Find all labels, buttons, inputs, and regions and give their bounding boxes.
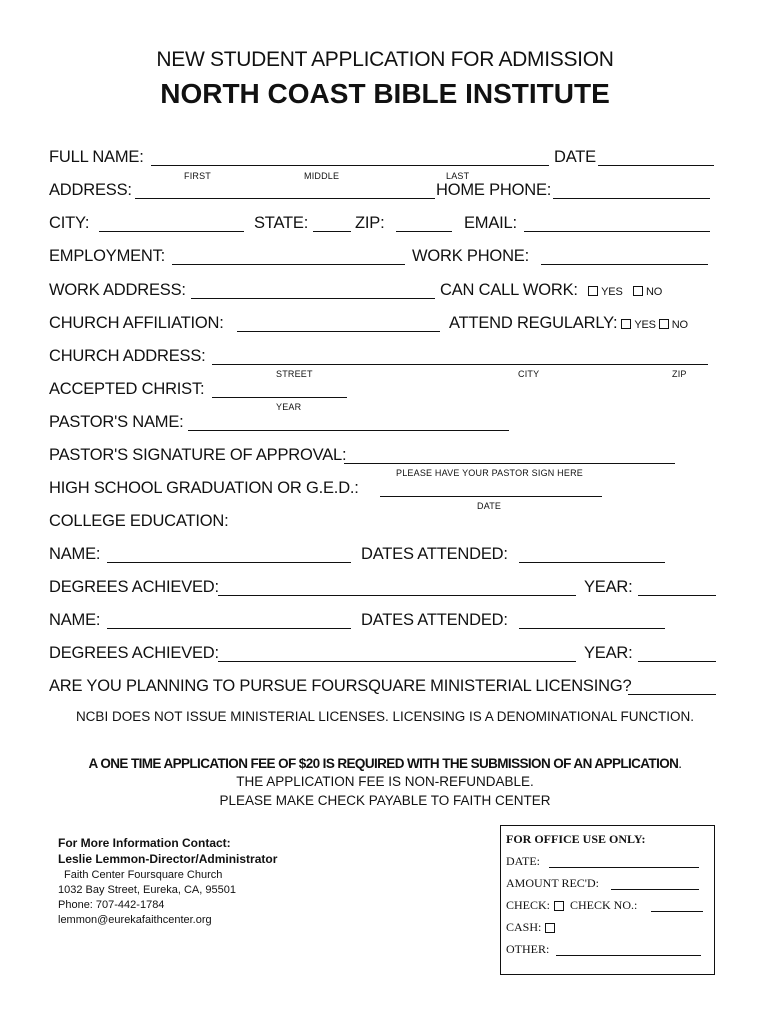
fee-nonrefundable-note: THE APPLICATION FEE IS NON-REFUNDABLE. xyxy=(236,774,534,789)
office-check-row xyxy=(506,898,637,913)
work-address-field[interactable] xyxy=(191,298,435,299)
office-cash-checkbox[interactable] xyxy=(545,923,555,933)
work-address-label: WORK ADDRESS: xyxy=(49,281,186,299)
state-label: STATE: xyxy=(254,214,309,232)
fee-required-note xyxy=(0,756,770,771)
email-field[interactable] xyxy=(524,231,710,232)
work-phone-label: WORK PHONE: xyxy=(412,247,529,265)
can-call-yes-label: YES xyxy=(601,286,623,298)
state-field[interactable] xyxy=(313,231,351,232)
employment-label: EMPLOYMENT: xyxy=(49,247,166,265)
licensing-question: ARE YOU PLANNING TO PURSUE FOURSQUARE MINISTERIAL LICENSING? xyxy=(49,677,632,695)
can-call-work-label xyxy=(440,281,662,300)
office-cash-row xyxy=(506,920,555,935)
pastors-name-label: PASTOR'S NAME: xyxy=(49,413,184,431)
zip-field[interactable] xyxy=(396,231,452,232)
contact-phone: Phone: 707-442-1784 xyxy=(58,899,165,911)
attend-regularly-label xyxy=(449,314,688,333)
attend-no-checkbox[interactable] xyxy=(659,319,669,329)
college1-year-field[interactable] xyxy=(638,595,716,596)
middle-sublabel: MIDDLE xyxy=(304,171,340,181)
full-name-label: FULL NAME: xyxy=(49,148,144,166)
email-label: EMAIL: xyxy=(464,214,517,232)
office-date-label: DATE: xyxy=(506,854,540,868)
address-field[interactable] xyxy=(135,198,435,199)
year-sublabel: YEAR xyxy=(276,402,302,412)
church-affiliation-label: CHURCH AFFILIATION: xyxy=(49,314,224,332)
college1-dates-field[interactable] xyxy=(519,562,665,563)
office-other-label: OTHER: xyxy=(506,942,550,956)
pastors-signature-label: PASTOR'S SIGNATURE OF APPROVAL: xyxy=(49,446,347,464)
office-other-field[interactable] xyxy=(556,955,701,956)
pastors-signature-field[interactable] xyxy=(344,463,675,464)
fee-required-text: A ONE TIME APPLICATION FEE OF $20 IS REQUIRED WITH THE SUBMISSION OF AN APPLICATION xyxy=(88,756,679,771)
church-affiliation-field[interactable] xyxy=(237,331,440,332)
college1-degrees-label: DEGREES ACHIEVED: xyxy=(49,578,219,596)
last-sublabel: LAST xyxy=(446,171,470,181)
zip-label: ZIP: xyxy=(355,214,385,232)
church-address-field[interactable] xyxy=(212,364,708,365)
college1-name-field[interactable] xyxy=(107,562,351,563)
pastor-sign-here-note: PLEASE HAVE YOUR PASTOR SIGN HERE xyxy=(396,468,583,478)
attend-regularly-text: ATTEND REGULARLY: xyxy=(449,314,618,332)
city-sublabel: CITY xyxy=(518,369,540,379)
can-call-no-checkbox[interactable] xyxy=(633,286,643,296)
city-field[interactable] xyxy=(99,231,244,232)
street-sublabel: STREET xyxy=(276,369,313,379)
office-heading: FOR OFFICE USE ONLY: xyxy=(506,832,646,846)
office-cash-label: CASH: xyxy=(506,920,542,934)
office-check-checkbox[interactable] xyxy=(554,901,564,911)
check-payable-note: PLEASE MAKE CHECK PAYABLE TO FAITH CENTER xyxy=(219,793,551,808)
ncbi-notice: NCBI DOES NOT ISSUE MINISTERIAL LICENSES. LICENSING IS A DENOMINATIONAL FUNCTION. xyxy=(75,709,695,724)
contact-email[interactable]: lemmon@eurekafaithcenter.org xyxy=(58,914,212,926)
accepted-christ-field[interactable] xyxy=(212,397,347,398)
can-call-no-label: NO xyxy=(645,286,663,298)
church-address-label: CHURCH ADDRESS: xyxy=(49,347,206,365)
contact-person: Leslie Lemmon-Director/Administrator xyxy=(58,852,278,866)
college2-year-field[interactable] xyxy=(638,661,716,662)
college1-dates-label: DATES ATTENDED: xyxy=(361,545,508,563)
office-check-no-label: CHECK NO.: xyxy=(570,898,638,912)
date-sublabel: DATE xyxy=(477,501,502,511)
contact-street: 1032 Bay Street, Eureka, CA, 95501 xyxy=(58,884,236,896)
full-name-field[interactable] xyxy=(151,165,549,166)
home-phone-field[interactable] xyxy=(553,198,710,199)
college2-dates-field[interactable] xyxy=(519,628,665,629)
institute-name: NORTH COAST BIBLE INSTITUTE xyxy=(160,78,610,109)
college1-degrees-field[interactable] xyxy=(218,595,576,596)
college2-name-field[interactable] xyxy=(107,628,351,629)
licensing-answer-field[interactable] xyxy=(628,694,716,695)
zip-sublabel: ZIP xyxy=(672,369,687,379)
college-education-label: COLLEGE EDUCATION: xyxy=(49,512,229,530)
office-date-field[interactable] xyxy=(549,867,699,868)
contact-heading: For More Information Contact: xyxy=(58,836,231,850)
form-title: NEW STUDENT APPLICATION FOR ADMISSION xyxy=(156,48,614,71)
college2-year-label: YEAR: xyxy=(584,644,633,662)
office-amount-label: AMOUNT REC'D: xyxy=(506,876,599,890)
high-school-field[interactable] xyxy=(380,496,602,497)
office-check-no-field[interactable] xyxy=(651,911,703,912)
contact-org: Faith Center Foursquare Church xyxy=(64,869,223,881)
high-school-label: HIGH SCHOOL GRADUATION OR G.E.D.: xyxy=(49,479,359,497)
work-phone-field[interactable] xyxy=(541,264,708,265)
college2-dates-label: DATES ATTENDED: xyxy=(361,611,508,629)
fee-period: . xyxy=(678,756,682,771)
attend-yes-checkbox[interactable] xyxy=(621,319,631,329)
employment-field[interactable] xyxy=(172,264,405,265)
college1-name-label: NAME: xyxy=(49,545,101,563)
office-check-label: CHECK: xyxy=(506,898,551,912)
date-field[interactable] xyxy=(598,165,714,166)
college1-year-label: YEAR: xyxy=(584,578,633,596)
home-phone-label: HOME PHONE: xyxy=(436,181,552,199)
date-label: DATE xyxy=(554,148,596,166)
can-call-yes-checkbox[interactable] xyxy=(588,286,598,296)
college2-degrees-field[interactable] xyxy=(218,661,576,662)
city-label: CITY: xyxy=(49,214,90,232)
college2-name-label: NAME: xyxy=(49,611,101,629)
pastors-name-field[interactable] xyxy=(188,430,509,431)
attend-no-label: NO xyxy=(671,319,688,331)
attend-yes-label: YES xyxy=(634,319,656,331)
office-use-box xyxy=(500,825,715,975)
can-call-work-text: CAN CALL WORK: xyxy=(440,281,578,299)
address-label: ADDRESS: xyxy=(49,181,132,199)
first-sublabel: FIRST xyxy=(184,171,211,181)
accepted-christ-label: ACCEPTED CHRIST: xyxy=(49,380,205,398)
college2-degrees-label: DEGREES ACHIEVED: xyxy=(49,644,219,662)
office-amount-field[interactable] xyxy=(611,889,699,890)
